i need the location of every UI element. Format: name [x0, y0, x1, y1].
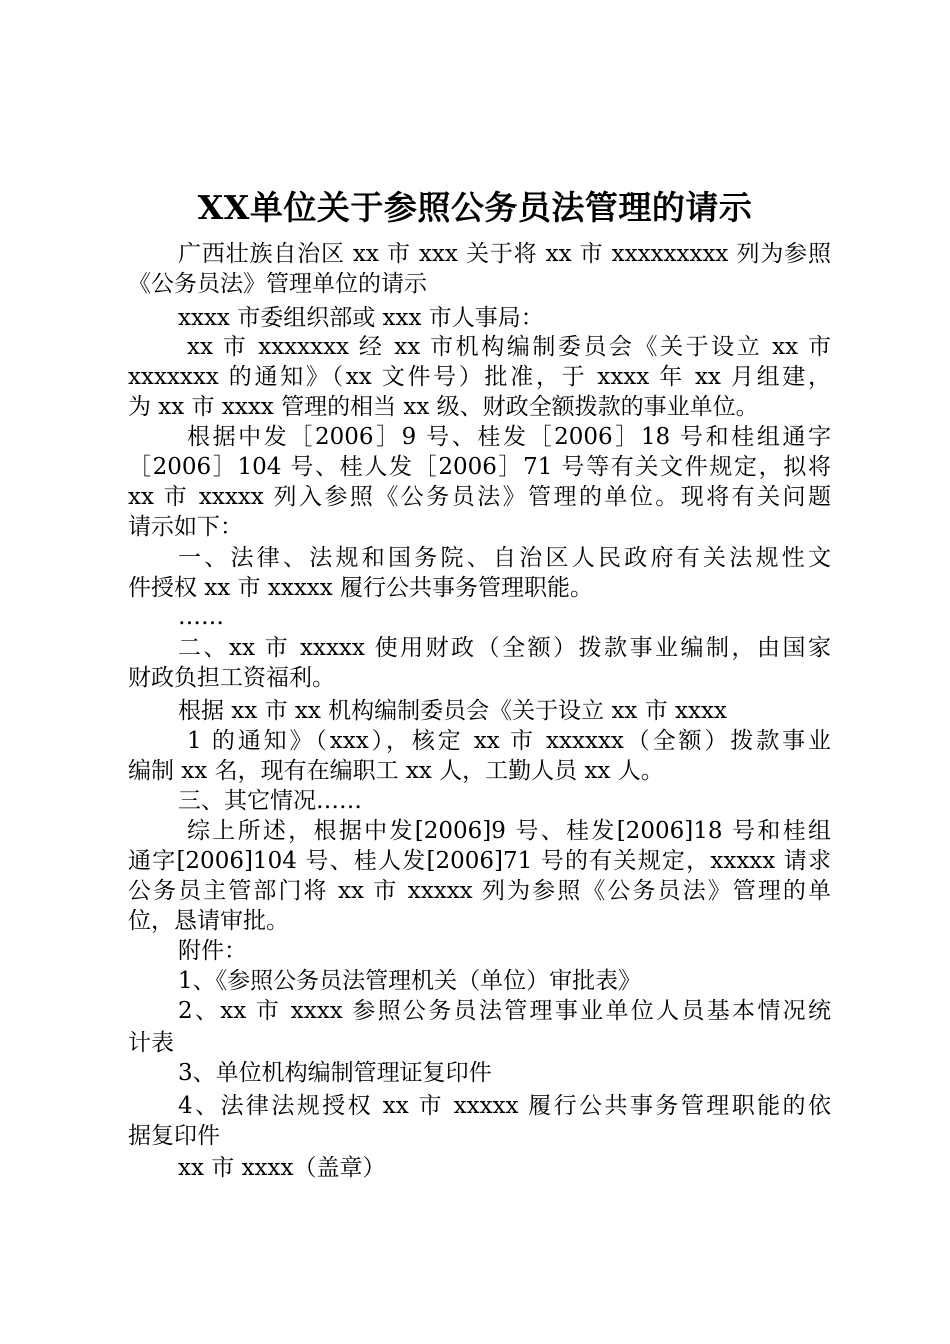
body-line: 编制 xx 名，现有在编职工 xx 人，工勤人员 xx 人。 [128, 758, 664, 784]
body-line: 根据 xx 市 xx 机构编制委员会《关于设立 xx 市 xxxx [178, 698, 727, 724]
attachment-item: 4、法律法规授权 xx 市 xxxxx 履行公共事务管理职能的依 [178, 1093, 831, 1119]
body-line: 1 的通知》（xxx），核定 xx 市 xxxxxx（全额）拨款事业 [187, 728, 831, 754]
attachment-heading: 附件： [178, 938, 247, 964]
body-line: 件授权 xx 市 xxxxx 履行公共事务管理职能。 [128, 575, 594, 601]
attachment-item: 1、《参照公务员法管理机关（单位）审批表》 [178, 968, 642, 994]
body-line: 一、法律、法规和国务院、自治区人民政府有关法规性文 [178, 545, 831, 571]
body-line: 综上所述，根据中发[2006]9 号、桂发[2006]18 号和桂组 [187, 818, 831, 844]
signature-line: xx 市 xxxx（盖章） [178, 1155, 386, 1181]
body-line: 为 xx 市 xxxx 管理的相当 xx 级、财政全额拨款的事业单位。 [128, 394, 759, 420]
ellipsis-line: …… [178, 604, 224, 630]
body-line: 二、xx 市 xxxxx 使用财政（全额）拨款事业编制，由国家 [178, 635, 831, 661]
attachment-item: 据复印件 [128, 1123, 220, 1149]
body-line: 公务员主管部门将 xx 市 xxxxx 列为参照《公务员法》管理的单 [128, 878, 831, 904]
body-line: 财政负担工资福利。 [128, 665, 335, 691]
attachment-item: 2、xx 市 xxxx 参照公务员法管理事业单位人员基本情况统 [178, 998, 831, 1024]
body-line: xxxxxxx 的通知》（xx 文件号）批准，于 xxxx 年 xx 月组建， [128, 364, 831, 390]
body-line: 位，恳请审批。 [128, 908, 289, 934]
section-heading: 三、其它情况…… [178, 788, 362, 814]
attachment-item: 计表 [128, 1030, 174, 1056]
body-line: xxxx 市委组织部或 xxx 市人事局： [178, 305, 544, 331]
document-title: XX单位关于参照公务员法管理的请示 [197, 188, 753, 227]
body-line: 通字[2006]104 号、桂人发[2006]71 号的有关规定，xxxxx 请求 [128, 848, 831, 874]
body-line: xx 市 xxxxxxx 经 xx 市机构编制委员会《关于设立 xx 市 [187, 334, 831, 360]
body-line: xx 市 xxxxx 列入参照《公务员法》管理的单位。现将有关问题 [128, 484, 831, 510]
body-line: 请示如下： [128, 514, 243, 540]
attachment-item: 3、单位机构编制管理证复印件 [178, 1060, 492, 1086]
body-line: 广西壮族自治区 xx 市 xxx 关于将 xx 市 xxxxxxxxx 列为参照 [178, 241, 831, 267]
body-line: 根据中发［2006］9 号、桂发［2006］18 号和桂组通字 [187, 424, 831, 450]
body-line: 《公务员法》管理单位的请示 [128, 271, 427, 297]
body-line: ［2006］104 号、桂人发［2006］71 号等有关文件规定，拟将 [128, 454, 831, 480]
